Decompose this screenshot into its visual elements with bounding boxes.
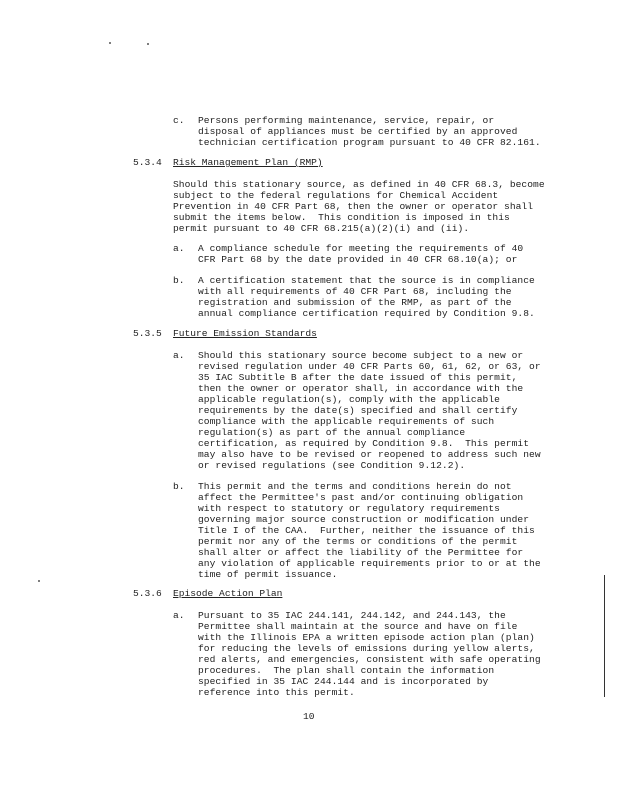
text-line: Pursuant to 35 IAC 244.141, 244.142, and 244.143, the bbox=[198, 610, 506, 621]
text-line: registration and submission of the RMP, as part of the bbox=[198, 297, 512, 308]
text-line: governing major source construction or modification under bbox=[198, 514, 530, 525]
text-line: 35 IAC Subtitle B after the date issued of this permit, bbox=[198, 372, 518, 383]
text-line: for reducing the levels of emissions during yellow alerts, bbox=[198, 643, 535, 654]
text-line: compliance with the applicable requirements of such bbox=[198, 416, 495, 427]
scan-speck bbox=[38, 580, 40, 582]
text-line: procedures. The plan shall contain the information bbox=[198, 665, 495, 676]
text-line: Title I of the CAA. Further, neither the issuance of this bbox=[198, 525, 535, 536]
text-line: regulation(s) as part of the annual compliance bbox=[198, 427, 466, 438]
text-line: technician certification program pursuant to 40 CFR 82.161. bbox=[198, 137, 541, 148]
item-label: a. bbox=[173, 243, 185, 254]
item-label: b. bbox=[173, 275, 185, 286]
text-line: Prevention in 40 CFR Part 68, then the owner or operator shall bbox=[173, 201, 534, 212]
text-line: with the Illinois EPA a written episode action plan (plan) bbox=[198, 632, 535, 643]
text-line: submit the items below. This condition is imposed in this bbox=[173, 212, 510, 223]
item-label: a. bbox=[173, 350, 185, 361]
scan-speck bbox=[109, 42, 111, 44]
text-line: A certification statement that the source is in compliance bbox=[198, 275, 535, 286]
page-number: 10 bbox=[303, 711, 315, 722]
item-label: b. bbox=[173, 481, 185, 492]
text-line: affect the Permittee's past and/or continuing obligation bbox=[198, 492, 524, 503]
section-title: Episode Action Plan bbox=[173, 588, 283, 599]
text-line: This permit and the terms and conditions herein do not bbox=[198, 481, 512, 492]
text-line: applicable regulation(s), comply with the applicable bbox=[198, 394, 500, 405]
text-line: or revised regulations (see Condition 9.12.2). bbox=[198, 460, 466, 471]
scan-speck bbox=[147, 43, 149, 45]
text-line: Persons performing maintenance, service, repair, or bbox=[198, 115, 495, 126]
text-line: annual compliance certification required by Condition 9.8. bbox=[198, 308, 535, 319]
text-line: with respect to statutory or regulatory requirements bbox=[198, 503, 500, 514]
section-number: 5.3.6 bbox=[133, 588, 162, 599]
item-label: a. bbox=[173, 610, 185, 621]
text-line: Should this stationary source become subject to a new or bbox=[198, 350, 524, 361]
item-c-label: c. bbox=[173, 115, 185, 126]
text-line: with all requirements of 40 CFR Part 68, including the bbox=[198, 286, 512, 297]
text-line: red alerts, and emergencies, consistent with safe operating bbox=[198, 654, 541, 665]
text-line: Should this stationary source, as defined in 40 CFR 68.3, become bbox=[173, 179, 545, 190]
text-line: disposal of appliances must be certified by an approved bbox=[198, 126, 518, 137]
section-number: 5.3.5 bbox=[133, 328, 162, 339]
section-heading bbox=[173, 328, 317, 339]
text-line: shall alter or affect the liability of the Permittee for bbox=[198, 547, 524, 558]
text-line: permit pursuant to 40 CFR 68.215(a)(2)(i) and (ii). bbox=[173, 223, 470, 234]
text-line: certification, as required by Condition 9.8. This permit bbox=[198, 438, 530, 449]
section-title: Risk Management Plan (RMP) bbox=[173, 157, 323, 168]
text-line: specified in 35 IAC 244.144 and is incorporated by bbox=[198, 676, 489, 687]
text-line: Permittee shall maintain at the source and have on file bbox=[198, 621, 518, 632]
section-heading bbox=[173, 157, 323, 168]
text-line: requirements by the date(s) specified and shall certify bbox=[198, 405, 518, 416]
text-line: any violation of applicable requirements prior to or at the bbox=[198, 558, 541, 569]
text-line: may also have to be revised or reopened to address such new bbox=[198, 449, 541, 460]
text-line: CFR Part 68 by the date provided in 40 CFR 68.10(a); or bbox=[198, 254, 518, 265]
text-line: time of permit issuance. bbox=[198, 569, 338, 580]
section-number: 5.3.4 bbox=[133, 157, 162, 168]
section-heading bbox=[173, 588, 282, 599]
scan-margin-line bbox=[604, 575, 605, 697]
text-line: reference into this permit. bbox=[198, 687, 355, 698]
text-line: A compliance schedule for meeting the requirements of 40 bbox=[198, 243, 524, 254]
text-line: subject to the federal regulations for Chemical Accident bbox=[173, 190, 499, 201]
text-line: permit nor any of the terms or conditions of the permit bbox=[198, 536, 518, 547]
text-line: revised regulation under 40 CFR Parts 60, 61, 62, or 63, or bbox=[198, 361, 541, 372]
text-line: then the owner or operator shall, in accordance with the bbox=[198, 383, 524, 394]
section-title: Future Emission Standards bbox=[173, 328, 317, 339]
